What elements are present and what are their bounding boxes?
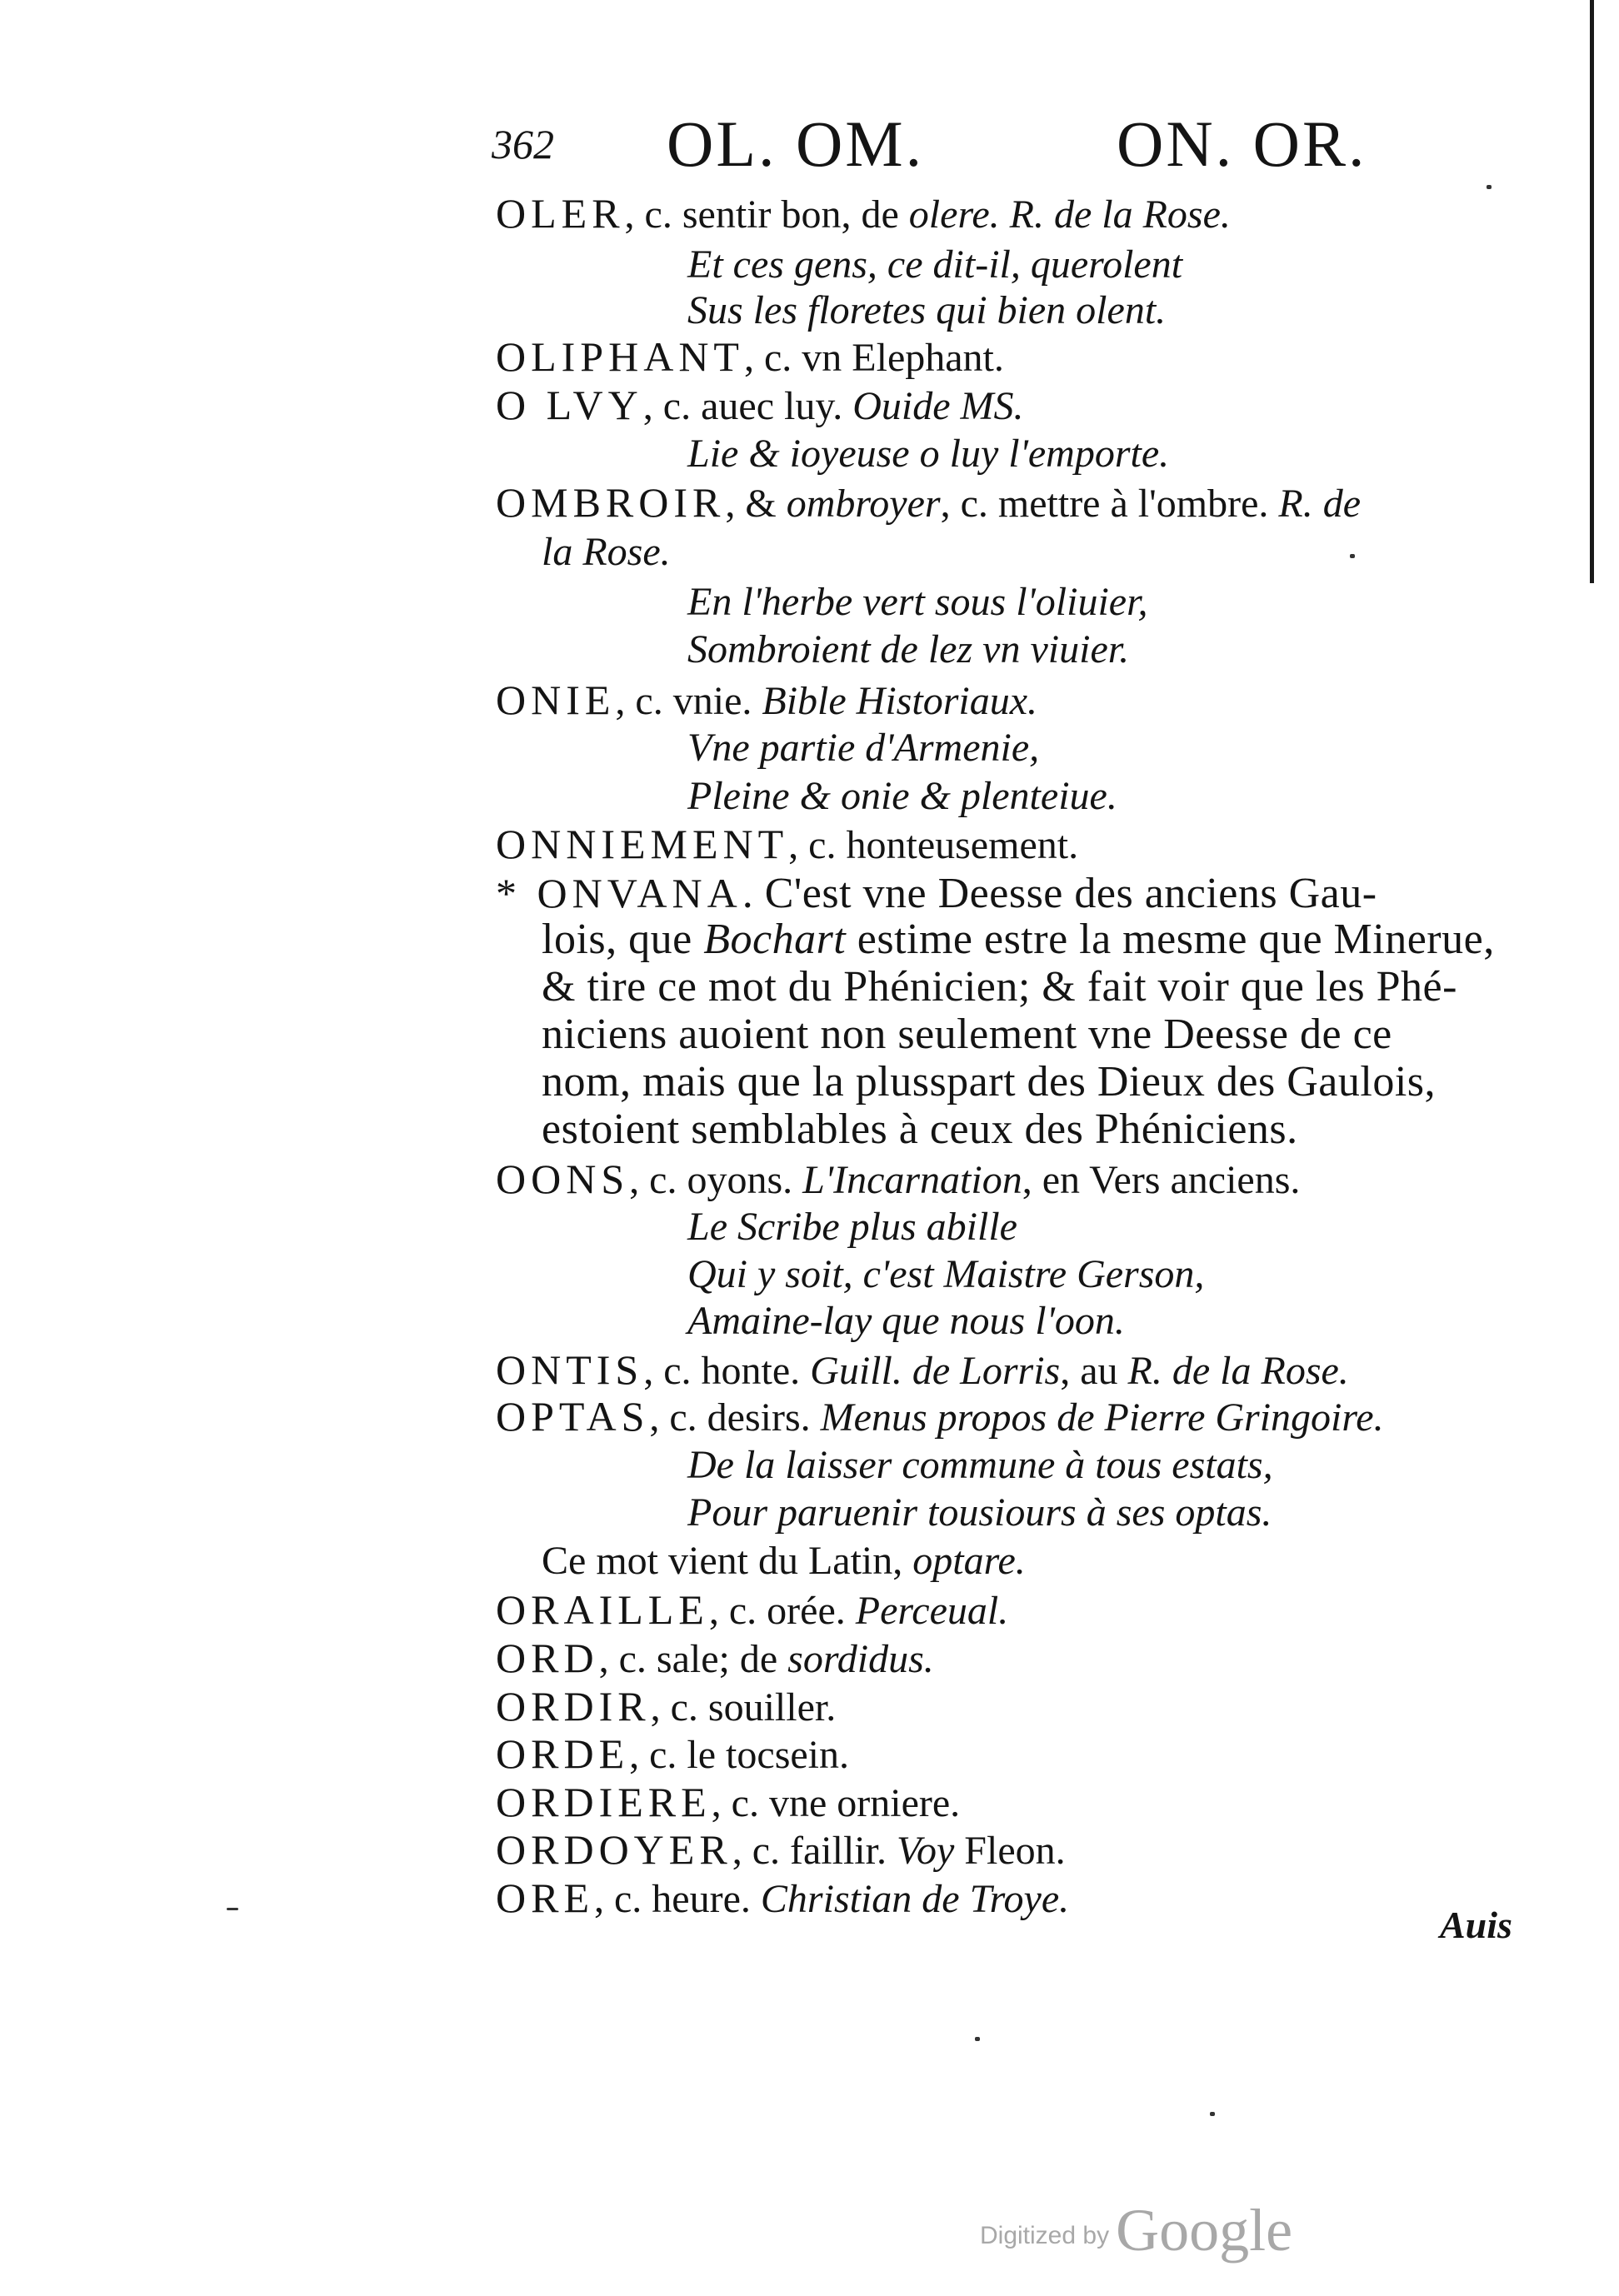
roman-text: , c. honte. [643, 1349, 811, 1393]
entry-line [496, 676, 1037, 725]
italic-text: sordidus. [787, 1637, 934, 1681]
roman-text: , c. vnie. [615, 679, 762, 723]
digitization-watermark [980, 2196, 1292, 2265]
italic-text: Ouide MS. [852, 384, 1024, 428]
roman-text: Ce mot vient du Latin, [542, 1539, 913, 1583]
entry-headword: ORAILLE [496, 1586, 709, 1633]
continuation-line [687, 725, 1039, 771]
italic-text: R. de [1278, 482, 1362, 526]
entry-headword: ONIE [496, 676, 616, 723]
google-logo: Google [1116, 2197, 1293, 2264]
italic-text: Bible Historiaux. [762, 679, 1038, 723]
continuation-line [542, 1106, 1298, 1153]
running-head-right: ON. OR. [1117, 107, 1367, 180]
roman-text: , c. mettre à l'ombre. [940, 482, 1279, 526]
roman-text: , c. orée. [708, 1589, 856, 1633]
italic-text: Guill. de Lorris [810, 1349, 1061, 1393]
entry-headword: ORD [496, 1635, 599, 1681]
entry-line [496, 870, 1377, 917]
italic-text: Amaine-lay que nous l'oon. [687, 1299, 1125, 1343]
entry-headword: ORE [496, 1874, 594, 1921]
entry-line [496, 1635, 934, 1683]
roman-text: Fleon. [954, 1829, 1066, 1873]
entry-line [496, 1155, 1300, 1204]
page-binding-edge [1590, 0, 1619, 583]
italic-text: Perceual. [855, 1589, 1009, 1633]
italic-text: En l'herbe vert sous l'oliuier, [687, 580, 1148, 624]
roman-text: , & [725, 482, 787, 526]
italic-text: Lie & ioyeuse o luy l'emporte. [687, 432, 1170, 476]
continuation-line [687, 773, 1117, 820]
ink-speck [227, 1908, 238, 1910]
italic-text: Le Scribe plus abille [687, 1205, 1017, 1249]
roman-text: , c. sale; de [598, 1637, 788, 1681]
continuation-line [542, 1538, 1026, 1585]
continuation-line [687, 579, 1147, 626]
entry-headword: OLER [496, 190, 625, 237]
italic-text: R. de la Rose. [1127, 1349, 1349, 1393]
italic-text: L'Incarnation [802, 1158, 1022, 1202]
roman-text: , c. desirs. [649, 1395, 821, 1440]
entry-line [496, 1393, 1384, 1441]
entry-line [496, 821, 1078, 869]
roman-text: , c. faillir. [732, 1829, 897, 1873]
entry-line [496, 333, 1004, 382]
catchword: Auis [1440, 1904, 1512, 1946]
ink-speck [1210, 2112, 1215, 2116]
entry-headword: * ONVANA [496, 870, 742, 916]
entry-headword: O LVY [496, 382, 643, 428]
italic-text: optare. [912, 1539, 1026, 1583]
roman-text: , c. souiller. [650, 1685, 837, 1729]
roman-text: , au [1060, 1349, 1128, 1393]
italic-text: Voy [896, 1829, 955, 1873]
entry-line [496, 1874, 1069, 1923]
italic-text: Et ces gens, ce dit-il, querolent [687, 242, 1183, 287]
entry-headword: OMBROIR [496, 479, 726, 526]
entry-headword: ORDIERE [496, 1779, 712, 1825]
roman-text: , en Vers anciens. [1022, 1158, 1301, 1202]
italic-text: Pour paruenir tousiours à ses optas. [687, 1490, 1272, 1535]
roman-text: niciens auoient non seulement vne Deesse de ce [542, 1011, 1392, 1058]
italic-text: Sombroient de lez vn viuier. [687, 627, 1130, 671]
entry-headword: ORDOYER [496, 1826, 732, 1873]
entry-line [496, 1683, 836, 1731]
italic-text: Menus propos de Pierre Gringoire. [820, 1395, 1384, 1440]
continuation-line [687, 287, 1166, 334]
continuation-line [687, 1298, 1125, 1345]
italic-text: Vne partie d'Armenie, [687, 726, 1040, 770]
roman-text: lois, que [542, 916, 704, 963]
ink-speck [975, 2037, 980, 2041]
roman-text: , c. sentir bon, de [624, 192, 909, 237]
continuation-line [687, 1442, 1273, 1489]
roman-text: . C'est vne Deesse des anciens Gau- [742, 870, 1377, 917]
running-head-left: OL. OM. [667, 107, 925, 180]
roman-text: , c. vn Elephant. [743, 336, 1004, 380]
italic-text: Pleine & onie & plenteiue. [687, 774, 1117, 818]
continuation-line [687, 431, 1169, 477]
roman-text: , c. le tocsein. [629, 1733, 850, 1777]
italic-text: la Rose. [542, 530, 671, 574]
ink-speck [1487, 185, 1492, 189]
entry-headword: ORDE [496, 1730, 630, 1777]
continuation-line [542, 916, 1495, 963]
ink-speck [1350, 554, 1355, 558]
entry-line [496, 382, 1024, 430]
continuation-line [542, 1059, 1436, 1106]
continuation-line [687, 626, 1129, 673]
roman-text: , c. vne orniere. [711, 1781, 961, 1825]
continuation-line [687, 242, 1182, 288]
entry-headword: ONNIEMENT [496, 821, 789, 867]
italic-text: Christian de Troye. [760, 1877, 1070, 1921]
entry-line [496, 479, 1361, 527]
entry-headword: OLIPHANT [496, 333, 744, 380]
roman-text: , c. honteusement. [788, 823, 1079, 867]
roman-text: nom, mais que la plusspart des Dieux des Gaulois, [542, 1058, 1437, 1106]
entry-line [496, 1346, 1349, 1395]
entry-headword: OPTAS [496, 1393, 650, 1440]
roman-text: , c. oyons. [629, 1158, 803, 1202]
roman-text: estime estre la mesme que Minerue, [846, 916, 1495, 963]
roman-text: , c. heure. [594, 1877, 761, 1921]
italic-text: olere. R. de la Rose. [908, 192, 1231, 237]
entry-headword: ORDIR [496, 1683, 651, 1729]
entry-line [496, 1586, 1008, 1635]
continuation-line [542, 529, 671, 576]
digitized-by-label: Digitized by [980, 2222, 1110, 2249]
entry-headword: OONS [496, 1155, 630, 1202]
roman-text: estoient semblables à ceux des Phéniciens. [542, 1106, 1298, 1153]
italic-text: ombroyer [786, 482, 941, 526]
continuation-line [687, 1490, 1272, 1536]
entry-line [496, 1730, 849, 1779]
entry-line [496, 1826, 1066, 1874]
italic-text: Sus les floretes qui bien olent. [687, 288, 1167, 332]
italic-text: Bochart [703, 916, 847, 963]
continuation-line [542, 1011, 1392, 1058]
continuation-line [687, 1204, 1017, 1250]
roman-text: & tire ce mot du Phénicien; & fait voir que les Phé- [542, 963, 1457, 1011]
page-number: 362 [492, 121, 554, 167]
italic-text: Qui y soit, c'est Maistre Gerson, [687, 1252, 1205, 1296]
italic-text: De la laisser commune à tous estats, [687, 1443, 1273, 1487]
entry-line [496, 190, 1231, 238]
entry-headword: ONTIS [496, 1346, 644, 1393]
continuation-line [687, 1251, 1204, 1298]
continuation-line [542, 964, 1457, 1011]
roman-text: , c. auec luy. [642, 384, 853, 428]
entry-line [496, 1779, 960, 1827]
